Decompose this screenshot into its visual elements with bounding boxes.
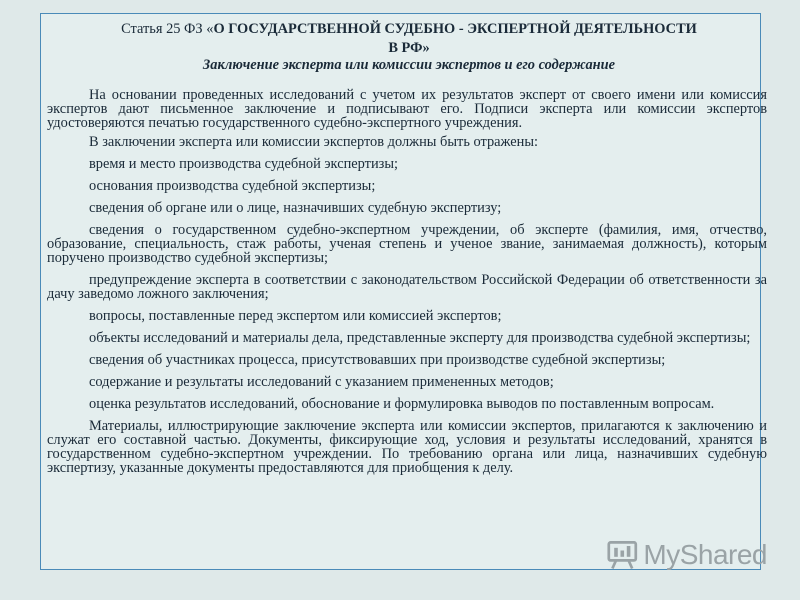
paragraph: На основании проведенных исследований с учетом их результатов эксперт от своего имени или комиссия экспертов дают письменное заключение и подписывают его. Подписи эксперта или комиссии экспертов удостоверяются печатью государственного судебно-экспертного учреждения. xyxy=(47,87,767,131)
list-item: сведения о государственном судебно-экспертном учреждении, об эксперте (фамилия, имя, отчество, образование, специальность, стаж работы, ученая степень и ученое звание, занимаемая должность), которым поручено производство судебной экспертизы; xyxy=(47,222,767,266)
myshared-logo xyxy=(607,538,767,572)
section-subtitle: Заключение эксперта или комиссии экспертов и его содержание xyxy=(202,57,616,73)
presentation-board-icon xyxy=(607,539,639,571)
document xyxy=(47,19,771,475)
list-item: объекты исследований и материалы дела, представленные эксперту для производства судебной экспертизы; xyxy=(89,330,751,346)
list-item: время и место производства судебной экспертизы; xyxy=(89,156,399,172)
law-title-cont: В РФ» xyxy=(388,40,430,56)
list-item: предупреждение эксперта в соответствии с законодательством Российской Федерации об ответственности за дачу заведомо ложного заключения; xyxy=(47,272,767,302)
article-title xyxy=(47,19,771,39)
list-item: сведения об участниках процесса, присутствовавших при производстве судебной экспертизы; xyxy=(89,352,666,368)
paragraph: В заключении эксперта или комиссии экспертов должны быть отражены: xyxy=(89,134,539,150)
logo-text: MyShared xyxy=(643,539,767,570)
list-item: основания производства судебной экспертизы; xyxy=(89,178,376,194)
article-prefix: Статья 25 ФЗ « xyxy=(121,21,214,37)
law-title: О ГОСУДАРСТВЕННОЙ СУДЕБНО - ЭКСПЕРТНОЙ ДЕЯТЕЛЬНОСТИ xyxy=(213,21,697,37)
list-item: оценка результатов исследований, обоснование и формулировка выводов по поставленным вопросам. xyxy=(89,396,715,412)
list-item: вопросы, поставленные перед экспертом или комиссией экспертов; xyxy=(89,308,502,324)
list-item: содержание и результаты исследований с указанием примененных методов; xyxy=(89,374,554,390)
paragraph: Материалы, иллюстрирующие заключение эксперта или комиссии экспертов, прилагаются к заключению и служат его составной частью. Документы, фиксирующие ход, условия и результаты исследований, хранятся в государственном судебно-экспертном учреждении. По требованию органа или лица, назначивших судебную экспертизу, указанные документы предоставляются для приобщения к делу. xyxy=(47,418,767,476)
article-title-cont xyxy=(47,39,771,57)
list-item: сведения об органе или о лице, назначивших судебную экспертизу; xyxy=(89,200,502,216)
